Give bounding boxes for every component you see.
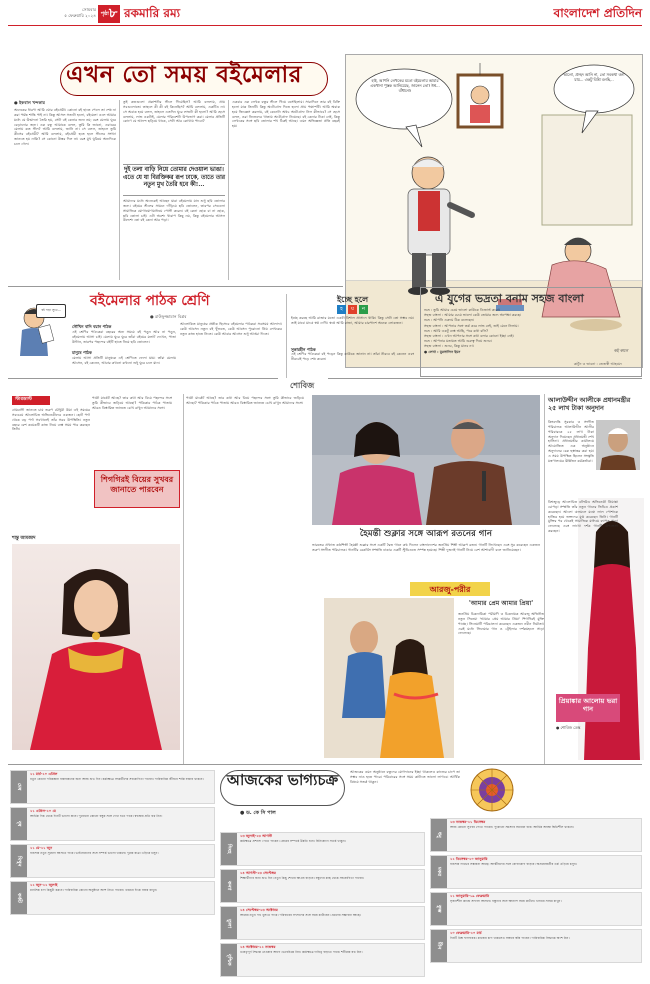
sign-text: শিক্ষার্থীদের জন্য শুভ দিন। নতুন কিছু শেখার আগ্রহ বাড়বে। বন্ধুদের কাছ থেকে সহযোগিতা পাবেন। — [240, 876, 365, 880]
priyanka-banner-text: প্রিয়াঙ্কার আলোয় ভরা গান — [558, 697, 618, 714]
sign-text: আর্থিক দিক থেকে দিনটি ভালো যাবে। পুরোনো কোনো বন্ধুর সঙ্গে দেখা হতে পারে। স্বাস্থ্যের প্রতি যত্ন নিন। — [30, 814, 163, 818]
sign-dates: ২০ ফেব্রুয়ারি-২০ মার্চ — [450, 931, 482, 935]
dialogue-line: শুভ্র : আমি একটু ব্যস্ত আছি, পরে কথা বলি? — [424, 328, 489, 333]
arju-pori-photo — [324, 598, 454, 758]
reader-type-label-1: সৌখিন বাদি বয়ান পাঠক — [72, 324, 112, 329]
cartoonist-signature: কই কমল — [613, 348, 628, 353]
horoscope-rule — [8, 764, 642, 765]
horoscope-sign-mithun — [10, 844, 215, 878]
sign-text: গুরুত্বপূর্ণ সিদ্ধান্ত নেওয়ার আগে ভেবেচিন্তে নিন। কর্মক্ষেত্রে দায়িত্ব বাড়তে পারে। শরীরের যত্ন নিন। — [240, 950, 363, 954]
stardust-tag-text: স্টারডাস্ট — [15, 397, 32, 402]
stardust-banner — [94, 470, 180, 508]
alauddin-photo — [596, 420, 640, 470]
sign-name: মেষ — [11, 771, 27, 803]
sign-dates: ২৩ নভেম্বর-২১ ডিসেম্বর — [450, 820, 486, 824]
pullquote-text: দুই তলা বাড়ি নিয়ে তোমার দেওয়াল ভাঙা। এতে যে যা বিরক্তিকর রূপ ঢাকে, তাতে তার নতুন মুখ তৈরি হবে কী!... — [123, 167, 225, 189]
dialogue-line: সহজ বাংলা : আমার চেয়ে ভালো কেউ তোমার জন্য অপেক্ষা করছে। — [424, 313, 522, 318]
sign-name: তুলা — [221, 907, 237, 939]
top-story-byline: ● ইকবাল খন্দকার — [14, 100, 45, 105]
horoscope-sign-singha — [220, 832, 425, 866]
reader-type-text-1: এই শ্রেণির পাঠকেরা বছরের অন্য সময়ে বই পড়ুন আর না পড়ুন, বইমেলায় আসা চাই। মেলায় ঘুরে ঘুরে তাঁরা বইয়ের মলাট দেখেন, পাতা উল্টান, তারপর পছন্দের বইটি হাতে নিয়ে ছবি তোলেন। — [72, 330, 176, 344]
page-header — [8, 4, 642, 26]
sign-text: ব্যবসায় লাভের সম্ভাবনা আছে। আত্মীয়দের সঙ্গে যোগাযোগ বাড়বে। অপ্রয়োজনীয় তর্ক এড়িয়ে চলুন। — [450, 862, 577, 866]
sign-text: মানসিক চাপ কিছুটা কমবে। পারিবারিক কোনো অনুষ্ঠানে অংশ নিতে পারেন। খরচের দিকে নজর রাখুন। — [30, 888, 158, 892]
sign-dates: ২৪ আগস্ট-২৩ সেপ্টেম্বর — [240, 871, 276, 875]
top-story-pullquote — [123, 164, 225, 196]
readers-article-byline: ● রাউফুজ্জামান বিপ্লব — [150, 314, 187, 319]
sign-dates: ২২ জুন-২২ জুলাই — [30, 883, 58, 887]
priyanka-text: বিশ্বজুড়ে আলোচিত বলিউড অভিনেত্রী প্রিয়াঙ্কা চোপড়া সম্প্রতি তাঁর নতুন গানের ভিডিও প্রকাশ করেছেন। আলো ঝলমলে মঞ্চে লাল পোশাকে হাজির হয়ে ভক্তদের মুগ্ধ করেছেন তিনি। গানটি মুক্তির পর থেকেই সামাজিক মাধ্যমে ব্যাপক সাড়া ফেলেছে এবং লাখো দর্শক গানটি উপভোগ করছেন। — [548, 500, 618, 534]
dialogue-line: শুভ্র : আপনার মতামত আমি গুরুত্ব দিয়ে শুনব। — [424, 339, 492, 344]
column-rule — [544, 394, 545, 764]
dialogue-line: শুভ্র : আপনি একদম ঠিক বলেছেন। — [424, 318, 475, 323]
sign-name: মিথুন — [11, 845, 27, 877]
newspaper-name: বাংলাদেশ প্রতিদিন — [553, 6, 642, 20]
sign-name: ধনু — [431, 819, 447, 851]
sign-dates: ২১ মে-২১ জুন — [30, 846, 53, 850]
priyanka-banner — [556, 694, 620, 722]
horoscope-sign-brishchik — [220, 943, 425, 977]
sign-dates: ২২ ডিসেম্বর-২০ জানুয়ারি — [450, 857, 488, 861]
column-rule — [183, 394, 184, 764]
horoscope-title-box — [220, 770, 345, 806]
stardust-tag — [12, 396, 50, 405]
sign-dates: ২৪ সেপ্টেম্বর-২৩ অক্টোবর — [240, 908, 278, 912]
top-story-column-2b: আমাদের মধ্যে অনেকেই আছেন যারা বইমেলায় যান শুধু ছবি তোলার জন্য। বইয়ের স্টলের সামনে দাঁড়িয়ে ছবি তোলেন, তারপর সেগুলো সামাজিক যোগাযোগমাধ্যমে পোস্ট করেন। বই কেনা হোক বা না হোক, ছবি তোলা চাই। এটা অবশ্য খারাপ কিছু নয়, কিন্তু বইমেলার আসল উদ্দেশ্য তো বই কেনা আর পড়া। — [123, 199, 225, 223]
horoscope-sign-mesh — [10, 770, 215, 804]
reader-sign-text: বই পড়া সুখে... — [41, 308, 61, 312]
readers-article-title: বইমেলার পাঠক শ্রেণি — [90, 293, 210, 309]
ichche-hole-text-1: ইচ্ছে করছে আমি রাজার মতো একটা বিশাল প্রাসাদে থাকি। কিন্তু সেটা তো সম্ভব নয়। তাই মাঝে মাঝে স্বপ্ন দেখি। স্বপ্নে আমি রাজা, আমার চারপাশে অনেক লোকজন। — [291, 316, 414, 325]
top-story-column-3: একবার এক লেখক বন্ধুর স্টলে গিয়ে বসেছিলাম। সারাদিনে তার বই বিক্রি হলো মাত্র তিনটি। কিন্তু অটোগ্রাফ দিতে হলো প্রায় পঞ্চাশটি। আমি অবাক হয়ে জিজ্ঞেস করলাম, বই কেনেনি অথচ অটোগ্রাফ নিল কীভাবে? সে হেসে বলল, ওরা নিজেদের খাতায় অটোগ্রাফ নিয়েছে। বই কেনার টাকা নেই, কিন্তু লেখকের সঙ্গে ছবি তোলার শখ ঠিকই আছে। এমন অভিজ্ঞতা প্রতি বছরই হয়। — [232, 100, 340, 129]
column-rule — [228, 100, 229, 280]
singers-photo — [312, 395, 540, 525]
sign-name: মকর — [431, 856, 447, 888]
top-story-column-1: অনেকের ধারণা আমি ঘোর বইপ্রেমী। কোনো বই হাতে পেলে তা শেষ না করা পর্যন্ত শান্তি পাই না। কিন্তু আসল সত্যটা হলো, বইমেলা এলে আমার মধ্যে যে উন্মাদনা তৈরি হয়, সেটা বই কেনার জন্য নয়; বরং মেলায় ঘুরে বেড়ানোর জন্য। এক বন্ধু আমাকে বলল, তুমি কি জানো, এবারের মেলায় কত স্টল? আমি বললাম, জানি না। সে বলল, তাহলে তুমি কীসের বইপ্রেমী? আমি বললাম, বইপ্রেমী হতে হলে স্টলের সংখ্যা জানতে হয় নাকি? সে কোনো উত্তর দিল না। বরং মুখ ঘুরিয়ে অন্যদিকে চলে গেল। — [14, 108, 116, 146]
horoscope-author: ● ড. কে সি পাল — [240, 810, 276, 816]
dialogue-line: সহজ বাংলা : এখন আপনার সঙ্গে কথা বলার কোনো ইচ্ছা নেই। — [424, 334, 514, 339]
section-title: রকমারি রম্য — [124, 6, 181, 20]
showbiz-center-text — [186, 396, 304, 506]
section-divider — [8, 286, 343, 287]
arju-text: জনপ্রিয় চিত্রনায়িকা পরীমণি ও চিত্রনায়ক আরজু অভিনীত নতুন সিনেমা 'আমার প্রেম আমার প্রিয়া' শিগগিরই মুক্তি পাচ্ছে। সিনেমাটি পরিচালনা করেছেন একজন নবীন নির্মাতা। এরই মধ্যে সিনেমার গান ও ট্রেইলার দর্শকমহলে সাড়া ফেলেছে। — [458, 612, 544, 636]
top-story-headline: এখন তো সময় বইমেলার — [66, 61, 302, 88]
horoscope-sign-kanya — [220, 869, 425, 903]
sign-text: কর্মক্ষেত্রে প্রশংসা পেতে পারেন। প্রেমের সম্পর্কে উন্নতি হবে। বিনিয়োগে সতর্ক থাকুন। — [240, 839, 346, 843]
arju-label-text: আরজু-পরীর — [429, 584, 471, 594]
stardust-byline: শান্তু আমজাদ — [12, 536, 36, 541]
letter-tile: য় — [348, 305, 357, 314]
showbiz-center-paragraph: পাত্রী মার্কেট আছে? তার কথা আর বিয়ে পছন্দের সঙ্গে তুমি কীভাবে জড়িয়ে আছো? পত্রিকার পাঠক পাতায় আরও বিস্তারিত জানতে চোখ রাখুন আমাদের সঙ্গে। — [186, 396, 304, 405]
issue-weekday: সোমবার — [82, 7, 96, 12]
arju-subtitle: 'আমার প্রেম আমার প্রিয়া' — [468, 600, 534, 607]
sign-text: নতুন কোনো পরিকল্পনা বাস্তবায়নের জন্য আজ শুভ দিন। কর্মক্ষেত্রে সহকর্মীদের সহযোগিতা পাবেন। পারিবারিক জীবনে শান্তি বজায় থাকবে। — [30, 777, 204, 781]
dialogue-line: সহজ বাংলা : শুনব, কিন্তু মানব না। — [424, 344, 474, 349]
sign-text: দিনটি মিশ্র ফলদায়ক। কাজের চাপ থাকলেও সন্ধ্যায় স্বস্তি পাবেন। পারিবারিক সিদ্ধান্তে অংশ নিন। — [450, 936, 570, 940]
sign-name: সিংহ — [221, 833, 237, 865]
horoscope-sign-tula — [220, 906, 425, 940]
horoscope-sign-kumbha — [430, 892, 642, 926]
reader-type-text-2: মেলায় আসা প্রতিটি মানুষকে এই শ্রেণিতে ফেলা যায়। তাঁরা মেলায় আসেন, বই কেনেন, আবার কখনো কখনো শুধু ঘুরে চলে যান। — [72, 356, 176, 365]
ichche-hole-subheading: সুকারহীন পাঠক — [291, 347, 316, 352]
reader-type-label-2: মানুষে পাঠক — [72, 350, 92, 355]
hemanti-text: ভারতের প্রখ্যাত কণ্ঠশিল্পী হৈমন্তী শুক্লার সঙ্গে একটি দ্বৈত গানে কণ্ঠ দিলেন বাংলাদেশের জনপ্রিয় শিল্পী আরূপ রতন। গানটি লিখেছেন এবং সুর করেছেন একজন তরুণ সংগীত পরিচালক। গানটির রেকর্ডিং সম্প্রতি ঢাকার একটি স্টুডিওতে সম্পন্ন হয়েছে। শিল্পী দুজনই গানটি নিয়ে বেশ আশাবাদী বলে জানিয়েছেন। — [312, 543, 540, 552]
sign-name: কর্কট — [11, 882, 27, 914]
letter-tile: ন — [359, 305, 368, 314]
stardust-text-2: পাত্রী মার্কেট আছে? তার কথা আর বিয়ে পছন্দের সঙ্গে তুমি কীভাবে জড়িয়ে আছো? পত্রিকার পাঠক পাতায় আরও বিস্তারিত জানতে চোখ রাখুন আমাদের সঙ্গে। — [92, 396, 172, 410]
speech-bubble-left: হাই, আপনি লেখকের মতো বইমেলায় আমার একখানা পুস্তক আনিয়েছে, জানেন তো? ঈশ্ব... বাঁধানো! — [370, 78, 440, 93]
hemanti-title: হৈমন্তী শুক্লার সঙ্গে আরূপ রতনের গান — [359, 529, 493, 539]
sign-dates: ২৩ জুলাই-২৩ আগস্ট — [240, 834, 272, 838]
horoscope-intro: আজকের এমন অনুষ্ঠানে বন্ধুদের যোগদানের ইচ্ছা থাকলেও কাজের চাপে তা সম্ভব নাও হতে পারে। পরিবারের সঙ্গে সময় কাটাতে ভালো লাগবে। আর্থিক বিষয়ে সতর্ক থাকুন। — [350, 770, 460, 784]
cartoon-credit: কার্টুন ও ভাবনা : তেজস্বী আহমেদ — [573, 361, 622, 366]
column-rule — [119, 100, 120, 280]
sign-text: সৃজনশীল কাজে সাফল্য আসবে। বন্ধুদের সঙ্গে আনন্দে সময় কাটবে। খাবারে সংযম রাখুন। — [450, 899, 562, 903]
page-number-box — [98, 5, 120, 23]
language-box-title: এ যুগের ভদ্রতা বনাম সহজ বাংলা — [435, 292, 584, 305]
page-number: ৮ — [108, 6, 118, 21]
sign-name: বৃষ — [11, 808, 27, 840]
ichche-hole-text-2: এই শ্রেণির পাঠকেরা বই পড়েন কিন্তু কাউকে জানান না। তাঁরা নীরবে বই কেনেন এবং নীরবেই পড়ে শেষ করেন। — [291, 352, 414, 361]
dialogue-line: সহজ বাংলা : আপনার সঙ্গে তর্ক করে লাভ নেই, তাই মেনে নিলাম। — [424, 323, 519, 328]
sign-name: কন্যা — [221, 870, 237, 902]
ichche-hole-title: ইচ্ছে হলে — [336, 294, 369, 304]
horoscope-sign-meen — [430, 929, 642, 963]
letter-tile: হ — [337, 305, 346, 314]
sign-name: বৃশ্চিক — [221, 944, 237, 976]
horoscope-sign-karkat — [10, 881, 215, 915]
sign-text: ব্যবসায় নতুন সুযোগ আসতে পারে। ভাইবোনদের সঙ্গে সম্পর্ক ভালো থাকবে। দূরের যাত্রা এড়িয়ে চলুন। — [30, 851, 159, 855]
top-story-column-2: তুই কতগুলো প্রকাশনীর স্টলে গিয়েছিস? আমি বললাম, প্রায় সবগুলোতে। তাহলে কী কী বই কিনেছিস? আমি বললাম, একটিও না। সে অবাক হয়ে বলল, তাহলে এতদিন ঘুরে লাভটা কী হলো? আমি হেসে বললাম, লাভ একটাই, মেলার পরিবেশটা উপভোগ করা। মেলার প্রতিটি কোণে যে আনন্দ ছড়িয়ে থাকে, সেটা আর কোথায় পাবো? — [123, 100, 225, 124]
sign-text: আজ কোনো সুখবর পেতে পারেন। পুরোনো সমস্যার সমাধান হবে। আর্থিক অবস্থা স্থিতিশীল থাকবে। — [450, 825, 574, 829]
alauddin-text: কিংবদন্তি সুরকার ও সংগীত পরিচালক আলাউদ্দীন আলীর পরিবারকে ২৫ লাখ টাকা অনুদান দিয়েছেন প্রধানমন্ত্রী শেখ হাসিনা। প্রধানমন্ত্রীর কার্যালয়ে আয়োজিত এক অনুষ্ঠানে অনুদানের চেক হস্তান্তর করা হয়। এ সময় উপস্থিত ছিলেন সংস্কৃতি মন্ত্রণালয়ের ঊর্ধ্বতন কর্মকর্তারা। — [548, 420, 594, 463]
reader-sign — [36, 304, 66, 318]
actress-photo — [12, 544, 180, 750]
showbiz-section-label: শোবিজ — [290, 380, 315, 390]
sign-dates: ২১ জানুয়ারি-১৯ ফেব্রুয়ারি — [450, 894, 490, 898]
issue-full-date: ৫ ফেব্রুয়ারি ২০২৪ — [64, 12, 96, 18]
sign-dates: ২১ এপ্রিল-২০ মে — [30, 809, 56, 813]
sign-text: আয়ের নতুন পথ খুলতে পারে। পরিবারের সদস্যদের সঙ্গে সময় কাটাবেন। ভ্রমণের সম্ভাবনা আছে। — [240, 913, 361, 917]
ichche-hole-letters — [291, 305, 414, 314]
issue-date — [8, 7, 96, 19]
zodiac-wheel — [470, 768, 514, 812]
readers-article-column-2: আলোকিত মানুষের প্রতীক হিসেবে বইমেলার পাঠকরা সবসময় আলাদা। কেউ আসেন নতুন বই খুঁজতে, কেউ আসেন পুরোনো প্রিয় লেখকের নতুন কাজ হাতে নিতে। কেউ আবার আসেন শুধু আড্ডা দিতে। — [180, 322, 282, 336]
alauddin-title: আলাউদ্দীন আলীকে প্রধানমন্ত্রীর ২৫ লাখ টাকা অনুদান — [548, 396, 631, 412]
dialogue-line: শুভ্র : তুমি আমার চেয়ে ভালো কাউকে ডিজার্ভ করো। — [424, 308, 501, 312]
sign-name: মীন — [431, 930, 447, 962]
sign-dates: ২৪ অক্টোবর-২২ নভেম্বর — [240, 945, 276, 949]
top-story-headline-wrap — [60, 60, 315, 94]
horoscope-sign-makar — [430, 855, 642, 889]
ichche-hole-column — [286, 294, 414, 378]
stardust-banner-text: শিগগিরই বিয়ের সুখবর জানাতে পারবেন — [100, 474, 174, 494]
horoscope-sign-dhanu — [430, 818, 642, 852]
speech-bubble-right: ভালো, প্রচ্ছদ আনি না, তো সবকথা বলা যায়... একটু বিশ্রি বলছি... — [563, 72, 625, 82]
page-prefix: পৃষ্ঠা — [100, 11, 109, 17]
horoscope-title: আজকের ভাগ্যচক্র — [226, 771, 339, 789]
horoscope-sign-brisho — [10, 807, 215, 841]
stardust-text-1: গ্রামবাসী জানতে চায় তরুণ চৌধুরী উমা এই সময়ের সবচেয়ে আলোচিত অভিনেত্রীদের একজন। ছোট পর্দা থেকে বড় পর্দা সবখানেই তাঁর সরব উপস্থিতি। নতুন বছরে বেশ কয়েকটি কাজ নিয়ে ব্যস্ত সময় পার করছেন তিনি। — [12, 408, 90, 432]
sign-name: কুম্ভ — [431, 893, 447, 925]
priyanka-credit: ● শোবিজ ডেস্ক — [556, 725, 581, 730]
language-box-lines — [424, 308, 638, 370]
sign-dates: ২১ মার্চ-২০ এপ্রিল — [30, 772, 58, 776]
language-box-credit: ● লেখা : মুরসালিন ইমন — [424, 349, 461, 354]
arju-label — [410, 582, 490, 596]
